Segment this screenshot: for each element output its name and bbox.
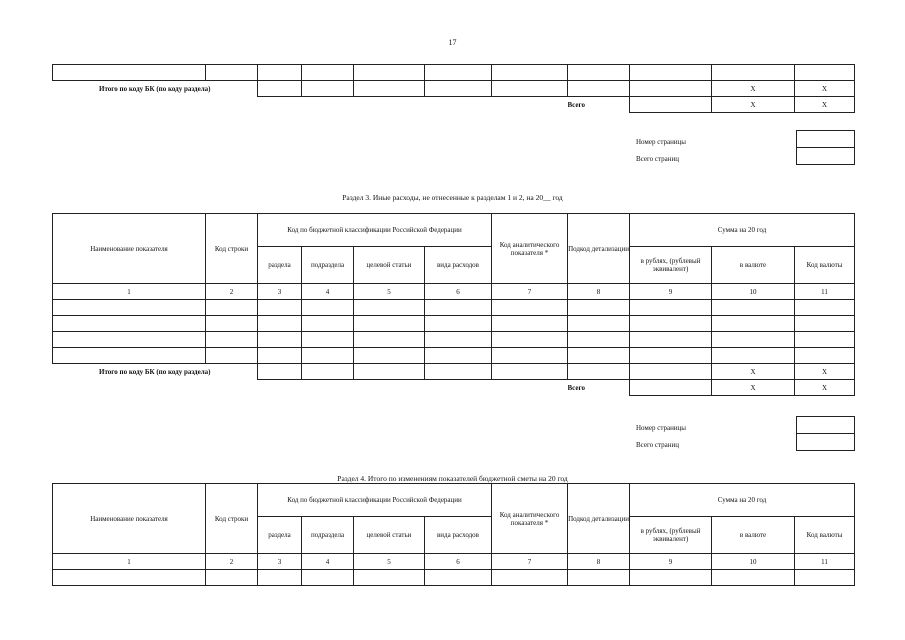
column-number-row bbox=[53, 284, 855, 300]
header-kind: вида расходов bbox=[425, 247, 492, 284]
col-num: 7 bbox=[492, 284, 568, 300]
header-podrazdel: подраздела bbox=[302, 517, 354, 554]
header-name: Наименование показателя bbox=[53, 484, 206, 554]
header-kind: вида расходов bbox=[425, 517, 492, 554]
page-no-label: Номер страницы bbox=[636, 138, 687, 146]
header-currency: в валюте bbox=[712, 517, 795, 554]
grand-total-row bbox=[53, 380, 855, 396]
col-num: 11 bbox=[795, 284, 855, 300]
section4-table bbox=[52, 483, 855, 586]
col-num: 9 bbox=[630, 554, 712, 570]
pages-total-field[interactable] bbox=[796, 433, 855, 451]
x-mark: X bbox=[712, 380, 795, 396]
header-code: Код строки bbox=[206, 484, 258, 554]
page-no-field[interactable] bbox=[796, 130, 855, 148]
page-no-label: Номер страницы bbox=[636, 424, 687, 432]
x-mark: X bbox=[712, 81, 795, 97]
col-num: 4 bbox=[302, 554, 354, 570]
header-bk: Код по бюджетной классификации Российской Федерации bbox=[258, 484, 492, 517]
col-num: 10 bbox=[712, 554, 795, 570]
pages-total-label: Всего страниц bbox=[636, 155, 680, 163]
header-rub: в рублях, (рублевый эквивалент) bbox=[630, 517, 712, 554]
header-analytic: Код аналитического показателя * bbox=[492, 484, 568, 554]
col-num: 3 bbox=[258, 284, 302, 300]
x-mark: X bbox=[795, 380, 855, 396]
header-sum: Сумма на 20 год bbox=[630, 484, 855, 517]
header-podrazdel: подраздела bbox=[302, 247, 354, 284]
col-num: 11 bbox=[795, 554, 855, 570]
header-target: целевой статьи bbox=[354, 517, 425, 554]
total-row bbox=[53, 364, 855, 380]
pages-total-field[interactable] bbox=[796, 147, 855, 165]
total-label: Итого по коду БК (по коду раздела) bbox=[99, 84, 211, 93]
table-row bbox=[53, 348, 855, 364]
col-num: 2 bbox=[206, 284, 258, 300]
header-bk: Код по бюджетной классификации Российской Федерации bbox=[258, 214, 492, 247]
grand-total-row bbox=[53, 97, 855, 113]
table-row bbox=[53, 65, 855, 81]
col-num: 5 bbox=[354, 284, 425, 300]
header-code: Код строки bbox=[206, 214, 258, 284]
col-num: 8 bbox=[568, 554, 630, 570]
total-label: Итого по коду БК (по коду раздела) bbox=[99, 367, 211, 376]
header-currency-code: Код валюты bbox=[795, 517, 855, 554]
total-row bbox=[53, 81, 855, 97]
header-name: Наименование показателя bbox=[53, 214, 206, 284]
header-detail: Подкод детализации bbox=[568, 484, 630, 554]
section3-title: Раздел 3. Иные расходы, не отнесенные к разделам 1 и 2, на 20__ год bbox=[342, 193, 563, 202]
header-detail: Подкод детализации bbox=[568, 214, 630, 284]
page-no-field[interactable] bbox=[796, 416, 855, 434]
header-rub: в рублях, (рублевый эквивалент) bbox=[630, 247, 712, 284]
col-num: 9 bbox=[630, 284, 712, 300]
header-currency: в валюте bbox=[712, 247, 795, 284]
section4-title: Раздел 4. Итого по изменениям показателей бюджетной сметы на 20 год bbox=[337, 474, 568, 483]
grand-label: Всего bbox=[567, 383, 585, 392]
col-num: 3 bbox=[258, 554, 302, 570]
col-num: 7 bbox=[492, 554, 568, 570]
x-mark: X bbox=[795, 364, 855, 380]
col-num: 10 bbox=[712, 284, 795, 300]
x-mark: X bbox=[795, 81, 855, 97]
table-row bbox=[53, 332, 855, 348]
header-analytic: Код аналитического показателя * bbox=[492, 214, 568, 284]
section3-table bbox=[52, 213, 855, 396]
col-num: 1 bbox=[53, 554, 206, 570]
header-sum: Сумма на 20 год bbox=[630, 214, 855, 247]
table-row bbox=[53, 570, 855, 586]
header-row bbox=[53, 484, 855, 517]
page-number: 17 bbox=[448, 38, 457, 47]
header-currency-code: Код валюты bbox=[795, 247, 855, 284]
header-razdel: раздела bbox=[258, 247, 302, 284]
col-num: 4 bbox=[302, 284, 354, 300]
continuation-table bbox=[52, 64, 855, 113]
col-num: 1 bbox=[53, 284, 206, 300]
pages-total-label: Всего страниц bbox=[636, 441, 680, 449]
header-row bbox=[53, 214, 855, 247]
col-num: 2 bbox=[206, 554, 258, 570]
col-num: 8 bbox=[568, 284, 630, 300]
x-mark: X bbox=[795, 97, 855, 113]
header-razdel: раздела bbox=[258, 517, 302, 554]
col-num: 5 bbox=[354, 554, 425, 570]
column-number-row bbox=[53, 554, 855, 570]
table-row bbox=[53, 316, 855, 332]
table-row bbox=[53, 300, 855, 316]
header-target: целевой статьи bbox=[354, 247, 425, 284]
x-mark: X bbox=[712, 364, 795, 380]
col-num: 6 bbox=[425, 284, 492, 300]
grand-label: Всего bbox=[567, 100, 585, 109]
col-num: 6 bbox=[425, 554, 492, 570]
x-mark: X bbox=[712, 97, 795, 113]
